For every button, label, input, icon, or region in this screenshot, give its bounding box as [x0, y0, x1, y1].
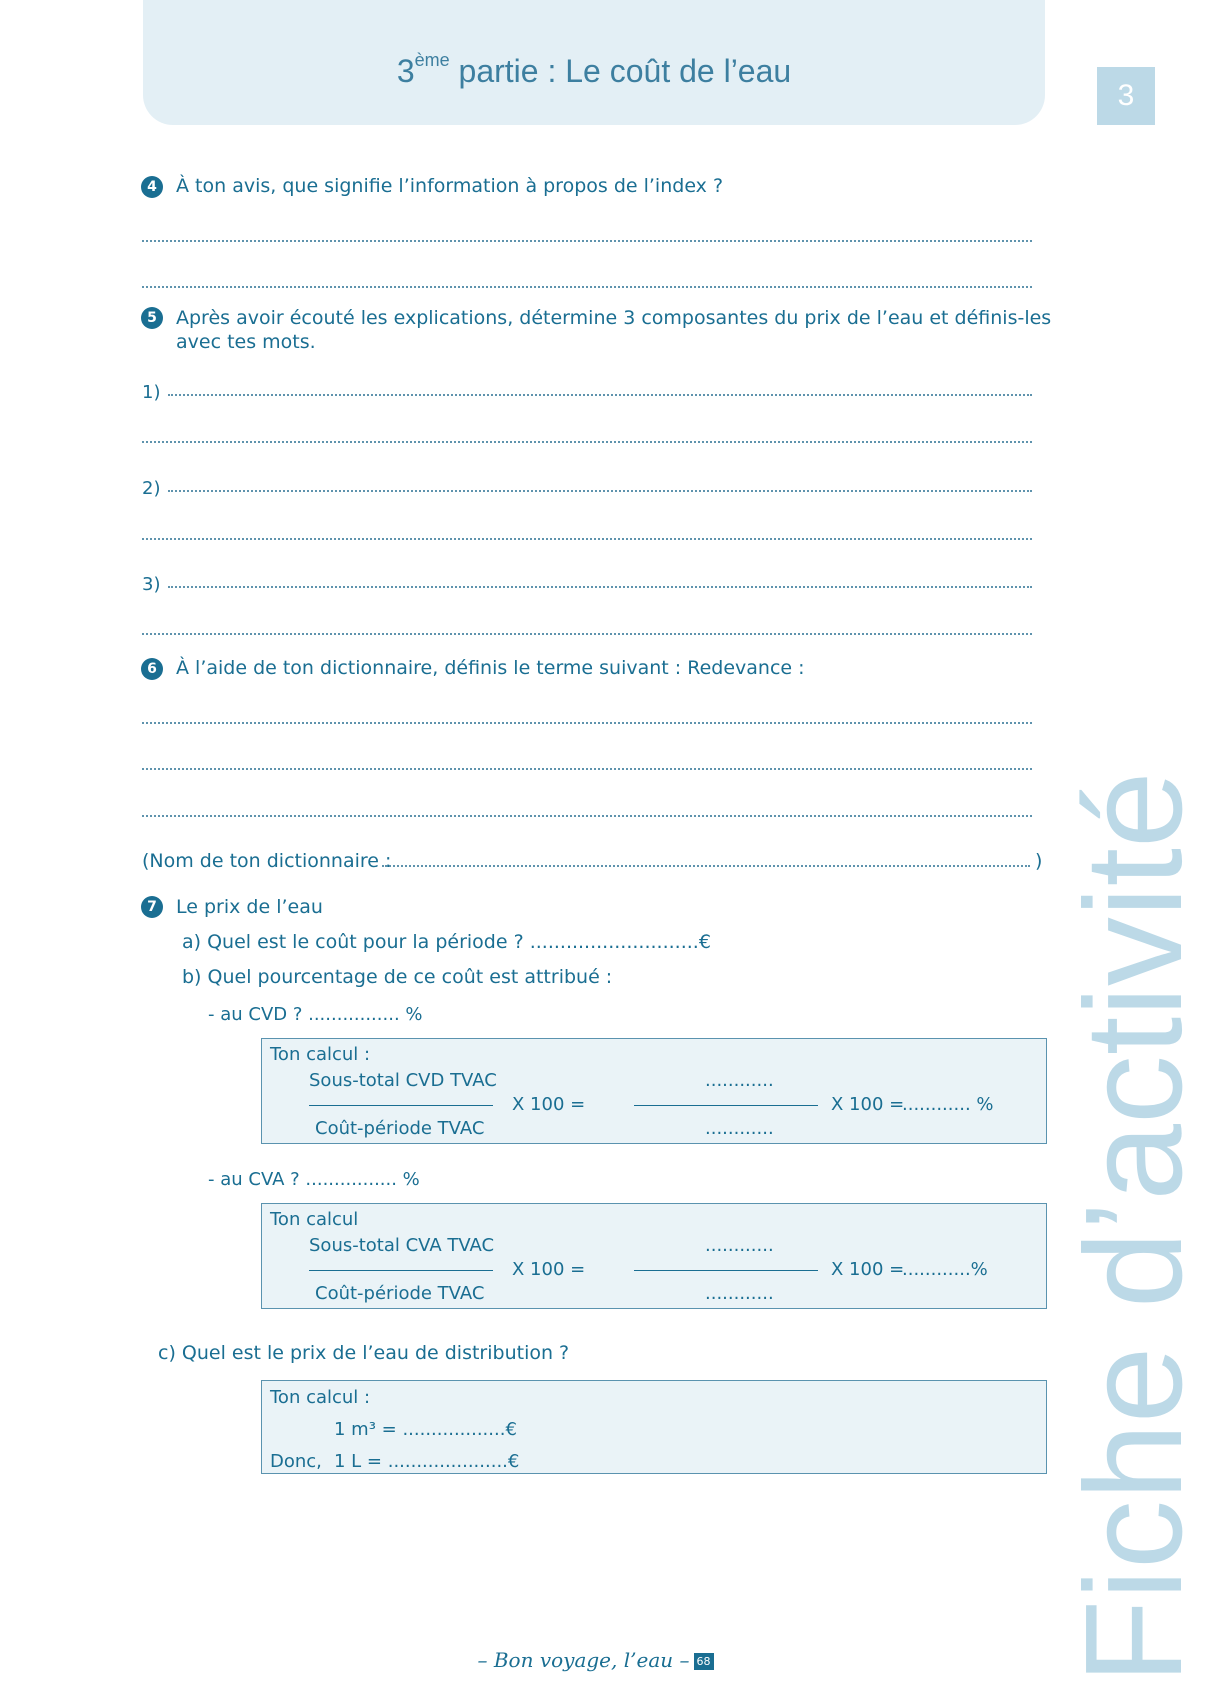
multiplier-label: X 100 = [512, 1259, 586, 1280]
answer-line[interactable] [142, 441, 1032, 443]
item-label-3: 3) [142, 574, 161, 595]
donc-label: Donc, [270, 1451, 322, 1472]
answer-line[interactable] [142, 538, 1032, 540]
answer-line[interactable] [142, 240, 1032, 242]
question-4-text: À ton avis, que signifie l’information à propos de l’index ? [176, 175, 724, 197]
item-label-2: 2) [142, 478, 161, 499]
answer-line[interactable] [142, 633, 1032, 635]
cva-calc-box [261, 1203, 1047, 1309]
page-title: 3ème partie : Le coût de l’eau [396, 50, 792, 89]
result-blank[interactable]: ............ % [902, 1094, 994, 1115]
side-title: Fiche d’activité [1057, 771, 1211, 1684]
question-7c: c) Quel est le prix de l’eau de distribution ? [158, 1342, 570, 1364]
fraction-numerator: Sous-total CVA TVAC [309, 1235, 495, 1256]
fraction-bar [309, 1105, 493, 1106]
price-per-liter[interactable]: 1 L = .....................€ [334, 1451, 520, 1472]
question-number-7: 7 [141, 896, 163, 918]
footer [0, 1648, 1191, 1672]
answer-line[interactable] [142, 286, 1032, 288]
fraction-bar [634, 1105, 818, 1106]
question-number-4: 4 [141, 176, 163, 198]
answer-line[interactable] [142, 815, 1032, 817]
answer-line[interactable] [168, 490, 1032, 492]
answer-line[interactable] [168, 394, 1032, 396]
result-blank[interactable]: ............% [902, 1259, 988, 1280]
blank-numerator[interactable]: ............ [705, 1070, 774, 1091]
blank-denominator[interactable]: ............ [705, 1283, 774, 1304]
section-tab: 3 [1097, 67, 1155, 125]
question-5-text-line1: Après avoir écouté les explications, détermine 3 composantes du prix de l’eau et définis-les [176, 307, 1052, 329]
calc-box-title: Ton calcul : [270, 1387, 371, 1408]
answer-line[interactable] [142, 768, 1032, 770]
question-6-text: À l’aide de ton dictionnaire, définis le terme suivant : Redevance : [176, 657, 805, 679]
calc-box-title: Ton calcul [270, 1209, 359, 1230]
fraction-numerator: Sous-total CVD TVAC [309, 1070, 497, 1091]
answer-line[interactable] [142, 722, 1032, 724]
question-number-6: 6 [141, 658, 163, 680]
question-number-5: 5 [141, 307, 163, 329]
cvd-question: - au CVD ? ................ % [208, 1004, 423, 1025]
fraction-denominator: Coût-période TVAC [315, 1283, 485, 1304]
answer-line[interactable] [168, 586, 1032, 588]
dictionary-close-paren: ) [1035, 850, 1043, 872]
price-per-m3[interactable]: 1 m³ = ..................€ [334, 1419, 517, 1440]
footer-text: – Bon voyage, l’eau – [477, 1648, 690, 1672]
question-7-title: Le prix de l’eau [176, 896, 323, 918]
fraction-bar [634, 1270, 818, 1271]
price-calc-box [261, 1380, 1047, 1474]
cva-question: - au CVA ? ................ % [208, 1169, 420, 1190]
dictionary-name-field[interactable] [382, 865, 1030, 867]
fraction-denominator: Coût-période TVAC [315, 1118, 485, 1139]
multiplier-label: X 100 = [831, 1259, 905, 1280]
calc-box-title: Ton calcul : [270, 1044, 371, 1065]
multiplier-label: X 100 = [512, 1094, 586, 1115]
question-5-text-line2: avec tes mots. [176, 331, 316, 353]
multiplier-label: X 100 = [831, 1094, 905, 1115]
page-number: 68 [694, 1653, 714, 1670]
blank-numerator[interactable]: ............ [705, 1235, 774, 1256]
fraction-bar [309, 1270, 493, 1271]
blank-denominator[interactable]: ............ [705, 1118, 774, 1139]
dictionary-label: (Nom de ton dictionnaire : [142, 850, 392, 872]
question-7b: b) Quel pourcentage de ce coût est attribué : [182, 966, 613, 988]
question-7a: a) Quel est le coût pour la période ? ............................€ [182, 931, 711, 953]
item-label-1: 1) [142, 382, 161, 403]
cvd-calc-box [261, 1038, 1047, 1144]
